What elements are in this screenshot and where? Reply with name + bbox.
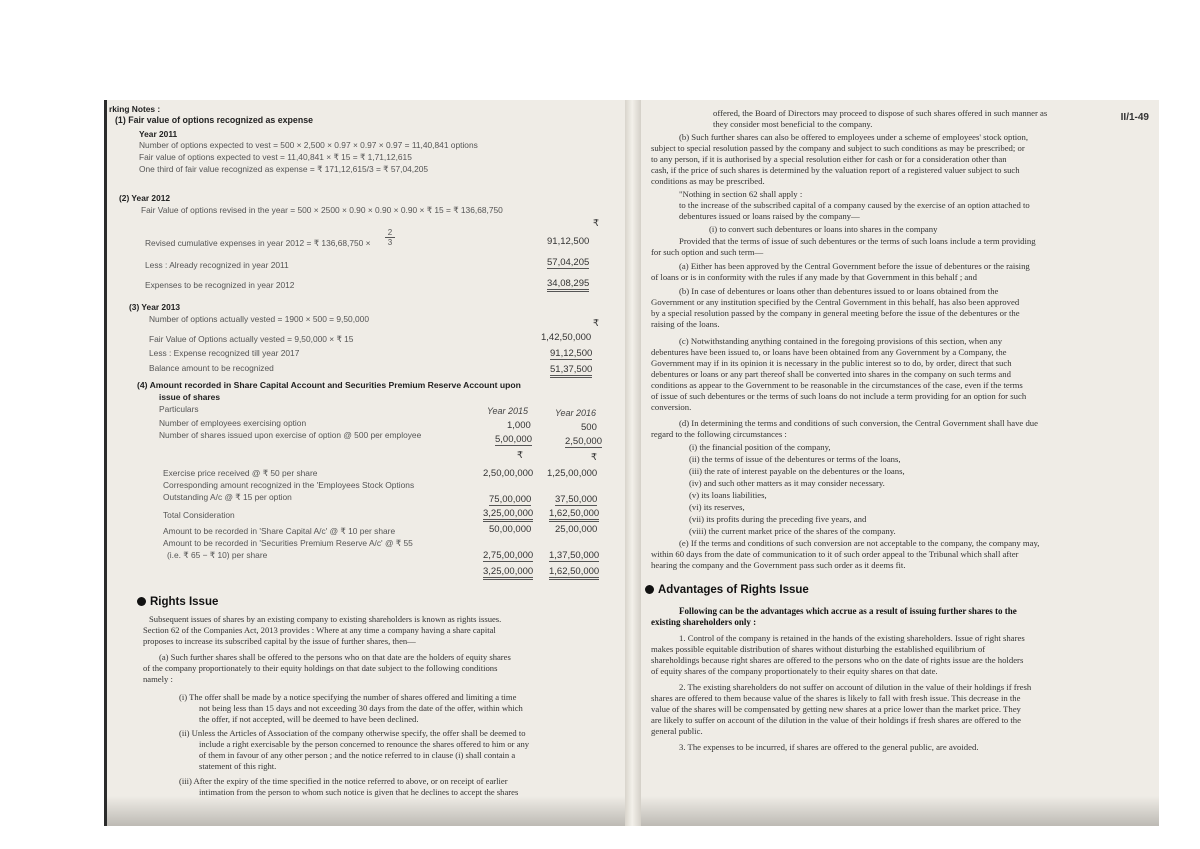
rights-issue-ii-line-4: statement of this right. [199,761,277,771]
advantage-3-line-1: 3. The expenses to be incurred, if shares are offered to the general public, are avoided. [679,742,979,752]
table-securities-premium-2015: 2,75,00,000 [483,550,534,561]
note-2-line-1: Fair Value of options revised in the year = 500 × 2500 × 0.90 × 0.90 × 0.90 × ₹ 15 = ₹ 136,68,750 [141,205,503,215]
table-securities-premium-label: Amount to be recorded in 'Securities Premium Reserve A/c' @ ₹ 55 [163,538,413,548]
note-1-line-3: One third of fair value recognized as expense = ₹ 171,12,615/3 = ₹ 57,04,205 [139,164,429,174]
table-exercise-2015: 2,50,00,000 [483,468,534,479]
note-3-balance-value: 51,37,500 [550,364,592,378]
right-line-c4: debentures or loans or any part thereof shall be converted into shares in the company on such terms and [651,369,1011,379]
rights-issue-a-line-3: namely : [143,674,173,684]
book-spread [104,100,1159,826]
table-rupee-2015: ₹ [517,450,524,461]
rights-issue-ii-line-3: of them in favour of any other person ; and the notice referred to in clause (i) shall contain a [199,750,516,760]
right-line-bb3: by a special resolution passed by the company in general meeting before the issue of the debentures or the [651,308,1020,318]
right-line-b3: to any person, if it is authorised by a special resolution either for cash or for a consideration other than [651,154,1007,164]
rights-issue-i-line-3: the offer, if not accepted, will be deemed to have been declined. [199,714,419,724]
right-line-c2: debentures have been issued to, or loans have been obtained from any Government by a Company, the [651,347,1007,357]
right-line-d-iii: (iii) the rate of interest payable on the debentures or the loans, [689,466,905,476]
note-3-fv-value: 1,42,50,000 [541,332,592,343]
right-line-d-ii: (ii) the terms of issue of the debentures or terms of the loans, [689,454,901,464]
note-1-line-1: Number of options expected to vest = 500 × 2,500 × 0.97 × 0.97 × 0.97 = 11,40,841 options [139,140,478,150]
table-corresponding-2016: 37,50,000 [555,494,598,505]
note-1-title: (1) Fair value of options recognized as expense [115,115,313,125]
rights-issue-a-line-2: of the company proportionately to their equity holdings on that date subject to the following conditions [143,663,498,673]
note-3-less-value: 91,12,500 [550,348,593,359]
working-notes-title: rking Notes : [109,104,161,114]
fraction-numerator: 2 [385,228,395,238]
advantage-1-line-3: shareholdings because right shares are offered to the persons who on the date of rights issue are the holders [651,655,1024,665]
table-securities-premium-2016: 1,37,50,000 [549,550,600,561]
table-employees-2016: 500 [581,422,597,433]
advantage-2-line-1: 2. The existing shareholders do not suffer on account of dilution in the value of their holdings if fresh [679,682,1032,692]
rights-issue-heading-text: Rights Issue [150,596,219,608]
note-2-expense-value: 34,08,295 [547,278,589,292]
right-line-d-vii: (vii) its profits during the preceding five years, and [689,514,867,524]
note-2-revised-value: 91,12,500 [547,236,590,247]
right-line-b1: (b) Such further shares can also be offered to employees under a scheme of employees' stock option, [679,132,1029,142]
right-line-bb4: raising of the loans. [651,319,720,329]
right-line-d2: regard to the following circumstances : [651,429,787,439]
note-2-year: (2) Year 2012 [119,193,171,203]
table-share-capital-2015: 50,00,000 [489,524,532,535]
rights-issue-ii-line-2: include a right exercisable by the person concerned to renounce the shares offered to him or any [199,739,530,749]
advantages-heading-text: Advantages of Rights Issue [658,584,809,596]
right-line-b2: subject to special resolution passed by the company and subject to such conditions as may be prescribed; or [651,143,1025,153]
note-2-rupee-symbol: ₹ [593,218,600,229]
note-2-revised-label: Revised cumulative expenses in year 2012 = ₹ 136,68,750 × [145,238,371,248]
right-line-a2: of loans or is in conformity with the rules if any made by that Government in this behalf ; and [651,272,977,282]
advantage-1-line-2: makes possible equitable distribution of shares without disturbing the established equilibrium of [651,644,986,654]
page-number: II/1-49 [1120,112,1149,123]
right-line-a1: (a) Either has been approved by the Central Government before the issue of debentures or the raising [679,261,1030,271]
right-line-c3: Government may if in its opinion it is necessary in the public interest so to do, by order, direct that such [651,358,1012,368]
rights-issue-iii-line-2: intimation from the person to whom such notice is given that he declines to accept the shares [199,787,519,797]
advantage-2-line-2: shares are offered to them because value of the shares is likely to fall with fresh issue. This decrease in the [651,693,1021,703]
right-line-bb1: (b) In case of debentures or loans other than debentures issued to or loans obtained from the [679,286,999,296]
table-total-2016: 1,62,50,000 [549,508,599,522]
rights-issue-heading [137,596,218,608]
right-line-c7: conversion. [651,402,692,412]
table-employees-label: Number of employees exercising option [159,418,307,428]
table-total-2015: 3,25,00,000 [483,508,533,522]
table-total-label: Total Consideration [163,510,235,520]
right-line-d-vi: (vi) its reserves, [689,502,745,512]
note-3-year: (3) Year 2013 [129,302,181,312]
right-line-n2: to the increase of the subscribed capital of a company caused by the exercise of an option attached to [679,200,1030,210]
table-shares-label: Number of shares issued upon exercise of option @ 500 per employee [159,430,422,440]
table-header-year-2015: Year 2015 [487,406,529,416]
table-grand-total-2015: 3,25,00,000 [483,566,533,580]
right-line-c1: (c) Notwithstanding anything contained in the foregoing provisions of this section, when any [679,336,1003,346]
advantage-2-line-3: value of the shares will be compensated by getting new shares at a price lower than the market price. They [651,704,1021,714]
note-3-fv-label: Fair Value of Options actually vested = 9,50,000 × ₹ 15 [149,334,354,344]
table-header-year-2016: Year 2016 [555,408,597,418]
note-4-title-2: issue of shares [159,392,220,402]
right-line-b5: conditions as may be prescribed. [651,176,765,186]
right-line-d1: (d) In determining the terms and conditions of such conversion, the Central Government shall have due [679,418,1038,428]
right-line-d-iv: (iv) and such other matters as it may consider necessary. [689,478,885,488]
table-grand-total-2016: 1,62,50,000 [549,566,599,580]
right-line-n5: Provided that the terms of issue of such debentures or the terms of such loans include a term providing [679,236,1036,246]
rights-issue-para-3: proposes to increase its subscribed capital by the issue of further shares, then— [143,636,416,646]
advantage-2-line-4: are likely to suffer on account of the dilution in the value of their holdings if fresh shares are offered to the [651,715,1021,725]
note-3-less-label: Less : Expense recognized till year 2017 [149,348,300,358]
note-1-year: Year 2011 [139,129,178,139]
right-line-d-viii: (viii) the current market price of the shares of the company. [689,526,896,536]
right-line-d-v: (v) its loans liabilities, [689,490,767,500]
table-securities-premium-label-2: (i.e. ₹ 65 − ₹ 10) per share [167,550,268,560]
advantages-intro-2: existing shareholders only : [651,617,757,627]
note-2-fraction [385,228,395,247]
right-line-e3: hearing the company and the Government pass such order as it deems fit. [651,560,906,570]
rights-issue-a-line-1: (a) Such further shares shall be offered to the persons who on that date are the holders of equity shares [159,652,511,662]
right-page [639,104,1155,824]
right-line-p1: offered, the Board of Directors may proceed to dispose of such shares offered in such manner as [713,108,1048,118]
advantage-1-line-1: 1. Control of the company is retained in the hands of the existing shareholders. Issue of right shares [679,633,1025,643]
note-3-rupee-symbol: ₹ [593,318,600,329]
note-2-less-label: Less : Already recognized in year 2011 [145,260,289,270]
table-exercise-label: Exercise price received @ ₹ 50 per share [163,468,318,478]
right-line-p2: they consider most beneficial to the company. [713,119,873,129]
right-line-d-i: (i) the financial position of the company, [689,442,831,452]
note-3-balance-label: Balance amount to be recognized [149,363,274,373]
rights-issue-i-line-1: (i) The offer shall be made by a notice specifying the number of shares offered and limiting a time [179,692,517,702]
rights-issue-iii-line-1: (iii) After the expiry of the time specified in the notice referred to above, or on receipt of earlier [179,776,508,786]
table-rupee-2016: ₹ [591,452,598,463]
rights-issue-para-2: Section 62 of the Companies Act, 2013 provides : Where at any time a company having a share capital [143,625,496,635]
note-4-title: (4) Amount recorded in Share Capital Account and Securities Premium Reserve Account upon [137,380,521,390]
note-2-expense-label: Expenses to be recognized in year 2012 [145,280,295,290]
rights-issue-para-1: Subsequent issues of shares by an existing company to existing shareholders is known as rights issues. [149,614,502,624]
advantage-2-line-5: general public. [651,726,703,736]
note-1-line-2: Fair value of options expected to vest = 11,40,841 × ₹ 15 = ₹ 1,71,12,615 [139,152,412,162]
section-bullet-icon [137,597,146,606]
advantages-intro-1: Following can be the advantages which accrue as a result of issuing further shares to the [679,606,1017,616]
table-header-particulars: Particulars [159,404,199,414]
fraction-denominator: 3 [387,238,393,247]
table-exercise-2016: 1,25,00,000 [547,468,598,479]
right-line-e1: (e) If the terms and conditions of such conversion are not acceptable to the company, the company may, [679,538,1040,548]
advantage-1-line-4: of equity shares of the company proportionately to their equity shares on that date. [651,666,938,676]
right-line-n3: debentures issued or loans raised by the company— [679,211,860,221]
left-page [109,104,629,824]
table-shares-2015: 5,00,000 [495,434,532,445]
table-employees-2015: 1,000 [507,420,531,431]
note-3-line-1: Number of options actually vested = 1900 × 500 = 9,50,000 [149,314,369,324]
right-line-n6: for such option and such term— [651,247,764,257]
right-line-c6: of issue of such debentures or the terms of such loans do not include a term providing for an option for such [651,391,1027,401]
table-share-capital-2016: 25,00,000 [555,524,598,535]
right-line-c5: conditions as appear to the Government to be reasonable in the circumstances of the case, even if the terms [651,380,1023,390]
table-shares-2016: 2,50,000 [565,436,602,447]
right-line-b4: cash, if the price of such shares is determined by the valuation report of a registered valuer subject to such [651,165,1020,175]
table-share-capital-label: Amount to be recorded in 'Share Capital A/c' @ ₹ 10 per share [163,526,396,536]
rights-issue-ii-line-1: (ii) Unless the Articles of Association of the company otherwise specify, the offer shall be deemed to [179,728,526,738]
right-line-n1: "Nothing in section 62 shall apply : [679,189,803,199]
right-line-bb2: Government or any institution specified by the Central Government in this behalf, has also been approved [651,297,1020,307]
section-bullet-icon [645,585,654,594]
note-2-less-value: 57,04,205 [547,257,590,268]
table-corresponding-label-2: Outstanding A/c @ ₹ 15 per option [163,492,292,502]
rights-issue-i-line-2: not being less than 15 days and not exceeding 30 days from the date of the offer, within which [199,703,523,713]
right-line-e2: within 60 days from the date of communication to it of such order appeal to the Tribunal which shall after [651,549,1019,559]
advantages-heading [645,584,809,596]
table-corresponding-label: Corresponding amount recognized in the 'Employees Stock Options [163,480,415,490]
right-line-n4: (i) to convert such debentures or loans into shares in the company [709,224,938,234]
table-corresponding-2015: 75,00,000 [489,494,532,505]
